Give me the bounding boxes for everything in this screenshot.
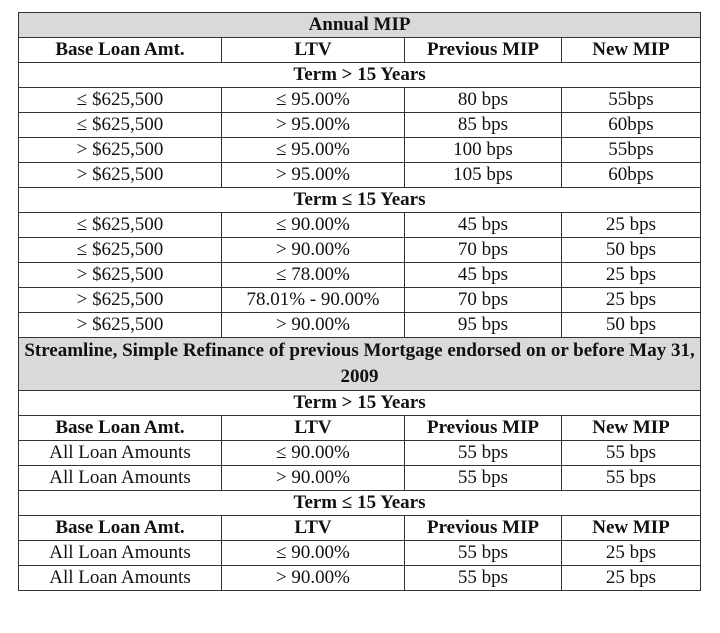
cell-previous-mip: 55 bps: [405, 541, 562, 566]
header-ltv: LTV: [222, 516, 405, 541]
table-title: Annual MIP: [19, 13, 701, 38]
cell-base-loan: All Loan Amounts: [19, 466, 222, 491]
section-label-term-over-15: Term > 15 Years: [19, 63, 701, 88]
table-row: [19, 541, 701, 566]
cell-base-loan: ≤ $625,500: [19, 238, 222, 263]
cell-ltv: > 90.00%: [222, 466, 405, 491]
cell-previous-mip: 45 bps: [405, 213, 562, 238]
cell-new-mip: 25 bps: [562, 566, 701, 591]
section-label-term-15-or-less: Term ≤ 15 Years: [19, 491, 701, 516]
cell-previous-mip: 100 bps: [405, 138, 562, 163]
header-base-loan: Base Loan Amt.: [19, 416, 222, 441]
cell-new-mip: 25 bps: [562, 263, 701, 288]
section-row: [19, 491, 701, 516]
table-row: [19, 163, 701, 188]
section-label-term-over-15: Term > 15 Years: [19, 391, 701, 416]
table-row: [19, 288, 701, 313]
mip-table-body: [19, 13, 701, 591]
cell-base-loan: > $625,500: [19, 263, 222, 288]
table-row: [19, 263, 701, 288]
header-row: [19, 516, 701, 541]
header-previous-mip: Previous MIP: [405, 38, 562, 63]
cell-previous-mip: 70 bps: [405, 288, 562, 313]
cell-ltv: > 95.00%: [222, 113, 405, 138]
cell-base-loan: > $625,500: [19, 288, 222, 313]
cell-ltv: ≤ 90.00%: [222, 541, 405, 566]
table-row: [19, 138, 701, 163]
header-new-mip: New MIP: [562, 416, 701, 441]
cell-ltv: ≤ 90.00%: [222, 441, 405, 466]
cell-ltv: > 90.00%: [222, 566, 405, 591]
cell-previous-mip: 105 bps: [405, 163, 562, 188]
cell-base-loan: ≤ $625,500: [19, 113, 222, 138]
section-label-term-15-or-less: Term ≤ 15 Years: [19, 188, 701, 213]
cell-previous-mip: 55 bps: [405, 441, 562, 466]
cell-new-mip: 50 bps: [562, 238, 701, 263]
header-previous-mip: Previous MIP: [405, 516, 562, 541]
cell-new-mip: 55 bps: [562, 441, 701, 466]
cell-base-loan: > $625,500: [19, 313, 222, 338]
cell-previous-mip: 70 bps: [405, 238, 562, 263]
cell-base-loan: All Loan Amounts: [19, 441, 222, 466]
section-row: [19, 188, 701, 213]
cell-base-loan: > $625,500: [19, 138, 222, 163]
cell-ltv: ≤ 95.00%: [222, 138, 405, 163]
header-new-mip: New MIP: [562, 516, 701, 541]
table-row: [19, 466, 701, 491]
header-row: [19, 38, 701, 63]
cell-new-mip: 60bps: [562, 113, 701, 138]
cell-new-mip: 25 bps: [562, 288, 701, 313]
cell-new-mip: 50 bps: [562, 313, 701, 338]
table-row: [19, 566, 701, 591]
cell-ltv: ≤ 95.00%: [222, 88, 405, 113]
section-row: [19, 63, 701, 88]
header-row: [19, 416, 701, 441]
cell-base-loan: All Loan Amounts: [19, 566, 222, 591]
header-ltv: LTV: [222, 416, 405, 441]
cell-base-loan: ≤ $625,500: [19, 213, 222, 238]
cell-ltv: > 95.00%: [222, 163, 405, 188]
cell-ltv: ≤ 78.00%: [222, 263, 405, 288]
table-row: [19, 441, 701, 466]
streamline-title-row: [19, 338, 701, 391]
header-new-mip: New MIP: [562, 38, 701, 63]
cell-new-mip: 25 bps: [562, 541, 701, 566]
cell-base-loan: All Loan Amounts: [19, 541, 222, 566]
table-row: [19, 88, 701, 113]
table-row: [19, 238, 701, 263]
cell-new-mip: 55 bps: [562, 466, 701, 491]
cell-new-mip: 60bps: [562, 163, 701, 188]
cell-previous-mip: 85 bps: [405, 113, 562, 138]
cell-new-mip: 55bps: [562, 88, 701, 113]
table-row: [19, 313, 701, 338]
cell-new-mip: 55bps: [562, 138, 701, 163]
title-row: [19, 13, 701, 38]
cell-new-mip: 25 bps: [562, 213, 701, 238]
cell-ltv: ≤ 90.00%: [222, 213, 405, 238]
streamline-title: Streamline, Simple Refinance of previous Mortgage endorsed on or before May 31, 2009: [19, 338, 701, 391]
header-base-loan: Base Loan Amt.: [19, 38, 222, 63]
cell-base-loan: ≤ $625,500: [19, 88, 222, 113]
table-row: [19, 213, 701, 238]
mip-table: [18, 12, 701, 591]
cell-base-loan: > $625,500: [19, 163, 222, 188]
cell-ltv: > 90.00%: [222, 238, 405, 263]
table-row: [19, 113, 701, 138]
cell-previous-mip: 55 bps: [405, 566, 562, 591]
header-base-loan: Base Loan Amt.: [19, 516, 222, 541]
cell-ltv: 78.01% - 90.00%: [222, 288, 405, 313]
cell-previous-mip: 45 bps: [405, 263, 562, 288]
header-ltv: LTV: [222, 38, 405, 63]
cell-previous-mip: 55 bps: [405, 466, 562, 491]
header-previous-mip: Previous MIP: [405, 416, 562, 441]
section-row: [19, 391, 701, 416]
cell-previous-mip: 95 bps: [405, 313, 562, 338]
cell-previous-mip: 80 bps: [405, 88, 562, 113]
cell-ltv: > 90.00%: [222, 313, 405, 338]
